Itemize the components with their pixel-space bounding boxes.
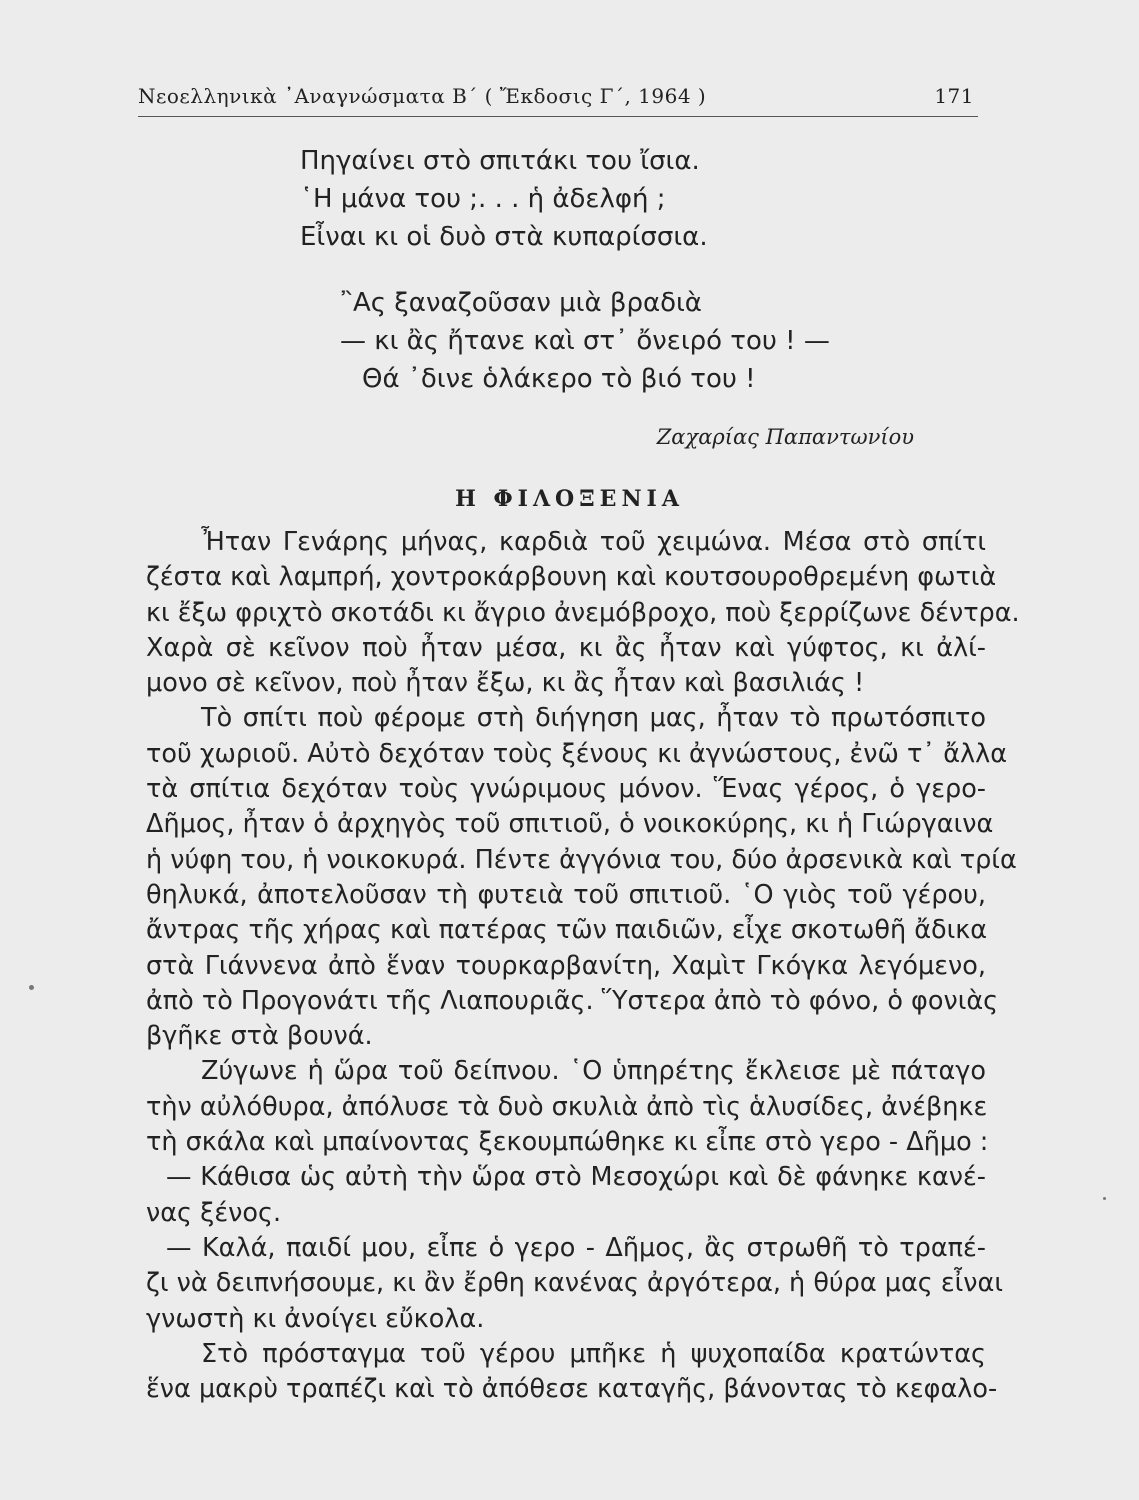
prose-line: Χαρὰ σὲ κεῖνον ποὺ ἦταν μέσα, κι ἂς ἦταν καὶ γύφτος, κι ἀλί-: [146, 632, 986, 663]
poem-author: Ζαχαρίας Παπαντωνίου: [656, 425, 914, 449]
prose-line: ἀπὸ τὸ Προγονάτι τῆς Λιαπουριᾶς. Ὕστερα ἀπὸ τὸ φόνο, ὁ φονιὰς: [146, 985, 999, 1016]
prose-line: τὴ σκάλα καὶ μπαίνοντας ξεκουμπώθηκε κι εἶπε στὸ γερο - Δῆμο :: [146, 1127, 989, 1158]
poem-line: Πηγαίνει στὸ σπιτάκι του ἴσια.: [300, 146, 700, 176]
page-number: 171: [934, 84, 974, 108]
prose-line: ζι νὰ δειπνήσουμε, κι ἂν ἔρθη κανένας ἀργότερα, ἡ θύρα μας εἶναι: [146, 1268, 1003, 1299]
paper-speck: [29, 985, 34, 990]
paper-speck: [1103, 1197, 1106, 1200]
prose-line: τὴν αὐλόθυρα, ἀπόλυσε τὰ δυὸ σκυλιὰ ἀπὸ τὶς ἁλυσίδες, ἀνέβηκε: [146, 1091, 988, 1122]
prose-line: — Καλά, παιδί μου, εἶπε ὁ γερο - Δῆμος, ἂς στρωθῆ τὸ τραπέ-: [166, 1232, 986, 1263]
prose-line: Τὸ σπίτι ποὺ φέρομε στὴ διήγηση μας, ἦταν τὸ πρωτόσπιτο: [201, 703, 986, 734]
poem-line: — κι ἂς ἤτανε καὶ στ᾿ ὄνειρό του ! —: [340, 326, 830, 356]
poem-stanza: [300, 284, 900, 398]
prose-line: στὰ Γιάννενα ἀπὸ ἕναν τουρκαρβανίτη, Χαμὶτ Γκόγκα λεγόμενο,: [146, 950, 986, 981]
poem-line: Θά ᾿δινε ὁλάκερο τὸ βιό του !: [362, 364, 756, 394]
poem-line: ῾Η μάνα του ;. . . ἡ ἀδελφή ;: [300, 184, 666, 214]
prose-line: τοῦ χωριοῦ. Αὐτὸ δεχόταν τοὺς ξένους κι ἀγνώστους, ἐνῶ τ᾿ ἄλλα: [146, 738, 1008, 769]
prose-line: τὰ σπίτια δεχόταν τοὺς γνώριμους μόνον. Ἕνας γέρος, ὁ γερο-: [146, 774, 986, 805]
prose-line: θηλυκά, ἀποτελοῦσαν τὴ φυτειὰ τοῦ σπιτιοῦ. ῾Ο γιὸς τοῦ γέρου,: [146, 879, 986, 910]
poem: [300, 142, 900, 426]
prose-line: Ζύγωνε ἡ ὥρα τοῦ δείπνου. ῾Ο ὑπηρέτης ἔκλεισε μὲ πάταγο: [201, 1056, 986, 1087]
prose-line: κι ἔξω φριχτὸ σκοτάδι κι ἄγριο ἀνεμόβροχο, ποὺ ξερρίζωνε δέντρα.: [146, 597, 1020, 628]
running-title: Νεοελληνικὰ ᾿Αναγνώσματα Β΄ ( Ἔκδοσις Γ΄, 1964 ): [138, 84, 707, 108]
prose-line: — Κάθισα ὡς αὐτὴ τὴν ὥρα στὸ Μεσοχώρι καὶ δὲ φάνηκε κανέ-: [166, 1162, 986, 1193]
prose-line: νας ξένος.: [146, 1197, 282, 1228]
chapter-title: Η ΦΙΛΟΞΕΝΙΑ: [455, 486, 684, 512]
poem-line: ῍Ας ξαναζοῦσαν μιὰ βραδιὰ: [340, 288, 702, 318]
prose-line: γνωστὴ κι ἀνοίγει εὔκολα.: [146, 1303, 485, 1334]
page-header: [138, 80, 978, 117]
prose-line: ζέστα καὶ λαμπρή, χοντροκάρβουνη καὶ κουτσουροθρεμένη φωτιὰ: [146, 562, 997, 593]
poem-stanza: [300, 142, 900, 256]
prose-line: βγῆκε στὰ βουνά.: [146, 1021, 373, 1052]
prose-body: [146, 525, 1020, 1407]
prose-line: μονο σὲ κεῖνον, ποὺ ἦταν ἔξω, κι ἂς ἦταν καὶ βασιλιάς !: [146, 668, 865, 699]
prose-line: Στὸ πρόσταγμα τοῦ γέρου μπῆκε ἡ ψυχοπαίδα κρατώντας: [201, 1338, 986, 1369]
prose-line: ἄντρας τῆς χήρας καὶ πατέρας τῶν παιδιῶν, εἶχε σκοτωθῆ ἄδικα: [146, 915, 988, 946]
prose-line: Ἦταν Γενάρης μήνας, καρδιὰ τοῦ χειμώνα. Μέσα στὸ σπίτι: [201, 527, 986, 557]
poem-line: Εἶναι κι οἱ δυὸ στὰ κυπαρίσσια.: [300, 222, 708, 252]
prose-line: Δῆμος, ἦταν ὁ ἀρχηγὸς τοῦ σπιτιοῦ, ὁ νοικοκύρης, κι ἡ Γιώργαινα: [146, 809, 994, 840]
prose-line: ἕνα μακρὺ τραπέζι καὶ τὸ ἀπόθεσε καταγῆς, βάνοντας τὸ κεφαλο-: [146, 1374, 998, 1405]
prose-line: ἡ νύφη του, ἡ νοικοκυρά. Πέντε ἀγγόνια του, δύο ἀρσενικὰ καὶ τρία: [146, 844, 1017, 875]
